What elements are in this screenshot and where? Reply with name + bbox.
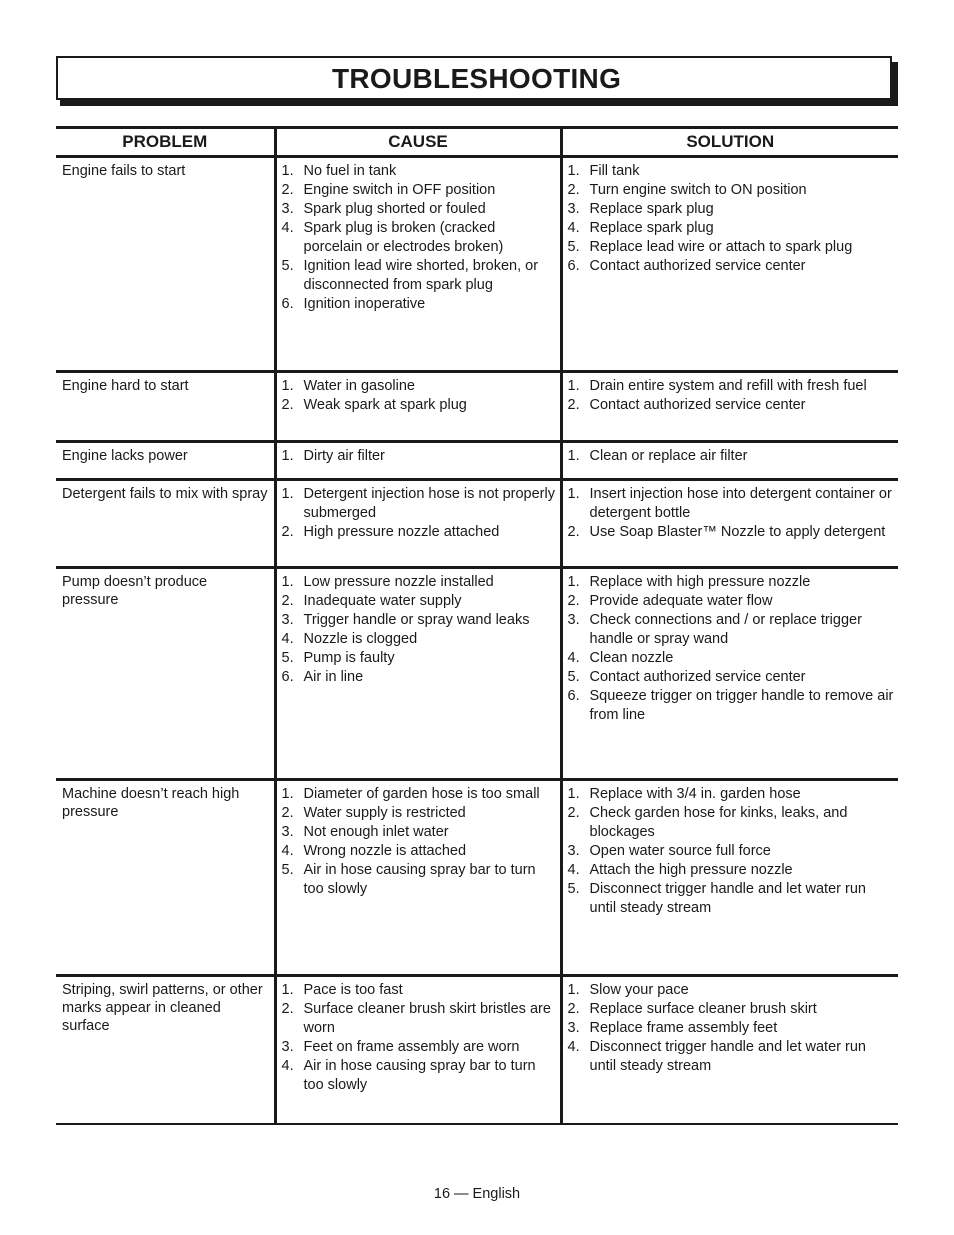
solution-list — [563, 481, 899, 545]
problem-cell — [56, 976, 275, 1125]
cause-item-number: 1. — [281, 982, 294, 998]
solution-item-number: 2. — [567, 1001, 580, 1017]
table-header-row — [56, 128, 898, 157]
cause-item — [282, 295, 556, 314]
solution-item — [568, 842, 895, 861]
cause-item — [282, 485, 556, 523]
solution-item-text: Replace with high pressure nozzle — [589, 574, 811, 590]
cause-item-text: Pace is too fast — [303, 982, 403, 998]
cause-item-text: Pump is faulty — [303, 650, 395, 666]
cause-item-number: 2. — [281, 1001, 294, 1017]
solution-item-text: Replace spark plug — [589, 220, 714, 236]
solution-item — [568, 611, 895, 649]
table-row — [56, 442, 898, 480]
cause-item — [282, 257, 556, 295]
cause-item — [282, 219, 556, 257]
solution-item-text: Attach the high pressure nozzle — [589, 862, 793, 878]
cause-item-text: Spark plug shorted or fouled — [303, 201, 486, 217]
title-banner — [56, 56, 892, 100]
solution-item-text: Clean or replace air filter — [589, 448, 748, 464]
cause-cell — [275, 480, 561, 568]
cause-item-text: Inadequate water supply — [303, 593, 462, 609]
table-row — [56, 372, 898, 442]
cause-item — [282, 396, 556, 415]
solution-item — [568, 981, 895, 1000]
solution-cell — [561, 976, 898, 1125]
page-title: TROUBLESHOOTING — [332, 63, 622, 94]
solution-item — [568, 396, 895, 415]
solution-item-number: 4. — [567, 1039, 580, 1055]
table-row — [56, 976, 898, 1125]
cause-item-number: 1. — [281, 574, 294, 590]
solution-item-text: Replace surface cleaner brush skirt — [589, 1001, 817, 1017]
cause-item — [282, 823, 556, 842]
solution-list — [563, 443, 899, 469]
cause-item-text: Air in hose causing spray bar to turn too slowly — [303, 862, 536, 897]
solution-cell — [561, 442, 898, 480]
cause-list — [277, 158, 560, 317]
solution-item-text: Disconnect trigger handle and let water run until steady stream — [589, 1039, 866, 1074]
cause-item-text: Wrong nozzle is attached — [303, 843, 467, 859]
cause-item-number: 6. — [281, 296, 294, 312]
cause-item-text: Ignition inoperative — [303, 296, 426, 312]
cause-item-number: 2. — [281, 524, 294, 540]
solution-item-text: Replace lead wire or attach to spark plug — [589, 239, 853, 255]
cause-item-text: Weak spark at spark plug — [303, 397, 467, 413]
problem-text: Engine hard to start — [62, 378, 189, 394]
solution-item-number: 6. — [567, 688, 580, 704]
cause-item — [282, 785, 556, 804]
cause-item — [282, 200, 556, 219]
cause-item-number: 3. — [281, 612, 294, 628]
cause-list — [277, 569, 560, 690]
solution-item-number: 2. — [567, 593, 580, 609]
solution-item-text: Clean nozzle — [589, 650, 674, 666]
problem-cell — [56, 480, 275, 568]
problem-text: Pump doesn’t produce pressure — [62, 574, 208, 608]
solution-column-header: SOLUTION — [561, 128, 898, 157]
cause-item-text: Feet on frame assembly are worn — [303, 1039, 520, 1055]
solution-item-number: 1. — [567, 486, 580, 502]
problem-cell — [56, 780, 275, 976]
solution-item-number: 5. — [567, 669, 580, 685]
problem-cell — [56, 442, 275, 480]
cause-item-text: Detergent injection hose is not properly submerged — [303, 486, 555, 521]
cause-item-number: 4. — [281, 220, 294, 236]
solution-item-text: Contact authorized service center — [589, 258, 806, 274]
solution-item — [568, 687, 895, 725]
cause-cell — [275, 568, 561, 780]
cause-item — [282, 668, 556, 687]
cause-cell — [275, 780, 561, 976]
solution-item — [568, 804, 895, 842]
solution-item — [568, 219, 895, 238]
solution-item-text: Check connections and / or replace trigger handle or spray wand — [589, 612, 862, 647]
solution-item-number: 4. — [567, 862, 580, 878]
cause-item — [282, 1057, 556, 1095]
problem-cell — [56, 372, 275, 442]
solution-item — [568, 257, 895, 276]
solution-item-number: 1. — [567, 163, 580, 179]
solution-item-text: Use Soap Blaster™ Nozzle to apply detergent — [589, 524, 886, 540]
solution-cell — [561, 568, 898, 780]
cause-item-text: Air in line — [303, 669, 364, 685]
cause-item-text: High pressure nozzle attached — [303, 524, 500, 540]
cause-item-text: Spark plug is broken (cracked porcelain or electrodes broken) — [303, 220, 504, 255]
solution-item-number: 3. — [567, 843, 580, 859]
solution-list — [563, 373, 899, 418]
cause-item-number: 2. — [281, 593, 294, 609]
solution-item-number: 2. — [567, 182, 580, 198]
cause-item — [282, 377, 556, 396]
solution-item — [568, 200, 895, 219]
solution-item — [568, 1019, 895, 1038]
cause-item — [282, 181, 556, 200]
cause-item-number: 4. — [281, 631, 294, 647]
cause-item-number: 2. — [281, 397, 294, 413]
cause-item-text: No fuel in tank — [303, 163, 397, 179]
solution-item — [568, 649, 895, 668]
solution-item-text: Replace with 3/4 in. garden hose — [589, 786, 801, 802]
cause-item-text: Dirty air filter — [303, 448, 385, 464]
cause-list — [277, 443, 560, 469]
cause-item-number: 4. — [281, 843, 294, 859]
troubleshooting-table — [56, 126, 898, 1125]
solution-item-text: Disconnect trigger handle and let water run until steady stream — [589, 881, 866, 916]
solution-cell — [561, 780, 898, 976]
cause-item — [282, 447, 556, 466]
solution-cell — [561, 480, 898, 568]
solution-item-number: 4. — [567, 650, 580, 666]
cause-item — [282, 861, 556, 899]
solution-item — [568, 880, 895, 918]
solution-item — [568, 238, 895, 257]
cause-column-header: CAUSE — [275, 128, 561, 157]
problem-text: Engine fails to start — [62, 163, 186, 179]
cause-item-text: Surface cleaner brush skirt bristles are worn — [303, 1001, 551, 1036]
solution-list — [563, 977, 899, 1079]
solution-item-text: Fill tank — [589, 163, 640, 179]
cause-cell — [275, 976, 561, 1125]
cause-list — [277, 373, 560, 418]
solution-item-number: 1. — [567, 982, 580, 998]
problem-cell — [56, 568, 275, 780]
solution-cell — [561, 157, 898, 372]
cause-item-number: 1. — [281, 448, 294, 464]
cause-item — [282, 649, 556, 668]
solution-item — [568, 592, 895, 611]
solution-item-text: Drain entire system and refill with fresh fuel — [589, 378, 867, 394]
solution-item-number: 3. — [567, 201, 580, 217]
cause-item-text: Trigger handle or spray wand leaks — [303, 612, 530, 628]
cause-item-text: Diameter of garden hose is too small — [303, 786, 540, 802]
solution-item-text: Squeeze trigger on trigger handle to remove air from line — [589, 688, 894, 723]
page-footer: 16 — English — [433, 1186, 521, 1202]
solution-item-text: Turn engine switch to ON position — [589, 182, 807, 198]
solution-item-text: Slow your pace — [589, 982, 689, 998]
cause-item-number: 6. — [281, 669, 294, 685]
solution-item-number: 2. — [567, 524, 580, 540]
solution-item — [568, 861, 895, 880]
solution-item-text: Replace spark plug — [589, 201, 714, 217]
solution-item-number: 3. — [567, 612, 580, 628]
solution-list — [563, 569, 899, 728]
solution-item-number: 4. — [567, 220, 580, 236]
cause-item — [282, 611, 556, 630]
cause-item-number: 2. — [281, 805, 294, 821]
solution-item-text: Insert injection hose into detergent container or detergent bottle — [589, 486, 892, 521]
cause-list — [277, 977, 560, 1098]
solution-item-number: 1. — [567, 786, 580, 802]
cause-item-text: Water supply is restricted — [303, 805, 466, 821]
table-row — [56, 568, 898, 780]
cause-list — [277, 781, 560, 902]
problem-text: Engine lacks power — [62, 448, 188, 464]
solution-item-number: 5. — [567, 881, 580, 897]
solution-item-text: Replace frame assembly feet — [589, 1020, 778, 1036]
solution-item-text: Contact authorized service center — [589, 669, 806, 685]
cause-item-text: Air in hose causing spray bar to turn too slowly — [303, 1058, 536, 1093]
solution-item-number: 5. — [567, 239, 580, 255]
cause-item-text: Water in gasoline — [303, 378, 415, 394]
solution-item-number: 2. — [567, 805, 580, 821]
cause-cell — [275, 372, 561, 442]
cause-item-text: Low pressure nozzle installed — [303, 574, 494, 590]
table-body — [56, 157, 898, 1125]
cause-item — [282, 842, 556, 861]
solution-item — [568, 181, 895, 200]
cause-item-text: Ignition lead wire shorted, broken, or disconnected from spark plug — [303, 258, 539, 293]
solution-item-text: Provide adequate water flow — [589, 593, 773, 609]
solution-item — [568, 785, 895, 804]
cause-item — [282, 1038, 556, 1057]
solution-item — [568, 377, 895, 396]
problem-text: Striping, swirl patterns, or other marks appear in cleaned surface — [62, 982, 263, 1034]
solution-item-number: 3. — [567, 1020, 580, 1036]
solution-item — [568, 668, 895, 687]
cause-item — [282, 592, 556, 611]
solution-item-text: Contact authorized service center — [589, 397, 806, 413]
solution-item-number: 6. — [567, 258, 580, 274]
cause-item-text: Engine switch in OFF position — [303, 182, 496, 198]
cause-item-number: 1. — [281, 486, 294, 502]
problem-text: Machine doesn’t reach high pressure — [62, 786, 240, 820]
solution-item — [568, 573, 895, 592]
cause-item-number: 5. — [281, 650, 294, 666]
cause-item-number: 5. — [281, 862, 294, 878]
cause-item-number: 4. — [281, 1058, 294, 1074]
cause-item-number: 3. — [281, 201, 294, 217]
cause-item-number: 1. — [281, 378, 294, 394]
cause-item-number: 1. — [281, 786, 294, 802]
solution-item-text: Open water source full force — [589, 843, 771, 859]
cause-list — [277, 481, 560, 545]
solution-item — [568, 1038, 895, 1076]
solution-item-number: 1. — [567, 574, 580, 590]
solution-item — [568, 447, 895, 466]
solution-list — [563, 781, 899, 921]
cause-item-number: 3. — [281, 1039, 294, 1055]
solution-item-number: 2. — [567, 397, 580, 413]
table-row — [56, 780, 898, 976]
cause-item-number: 3. — [281, 824, 294, 840]
table-row — [56, 480, 898, 568]
cause-cell — [275, 157, 561, 372]
cause-item-text: Not enough inlet water — [303, 824, 449, 840]
cause-item — [282, 981, 556, 1000]
problem-text: Detergent fails to mix with spray — [62, 486, 268, 502]
cause-item-number: 5. — [281, 258, 294, 274]
solution-item-text: Check garden hose for kinks, leaks, and blockages — [589, 805, 848, 840]
cause-cell — [275, 442, 561, 480]
problem-cell — [56, 157, 275, 372]
solution-item — [568, 485, 895, 523]
solution-item-number: 1. — [567, 378, 580, 394]
cause-item-number: 1. — [281, 163, 294, 179]
cause-item — [282, 573, 556, 592]
cause-item — [282, 1000, 556, 1038]
solution-list — [563, 158, 899, 279]
cause-item — [282, 162, 556, 181]
solution-cell — [561, 372, 898, 442]
cause-item — [282, 523, 556, 542]
solution-item — [568, 162, 895, 181]
cause-item-number: 2. — [281, 182, 294, 198]
cause-item — [282, 804, 556, 823]
solution-item — [568, 523, 895, 542]
cause-item — [282, 630, 556, 649]
table-row — [56, 157, 898, 372]
cause-item-text: Nozzle is clogged — [303, 631, 418, 647]
solution-item-number: 1. — [567, 448, 580, 464]
problem-column-header: PROBLEM — [56, 128, 275, 157]
solution-item — [568, 1000, 895, 1019]
